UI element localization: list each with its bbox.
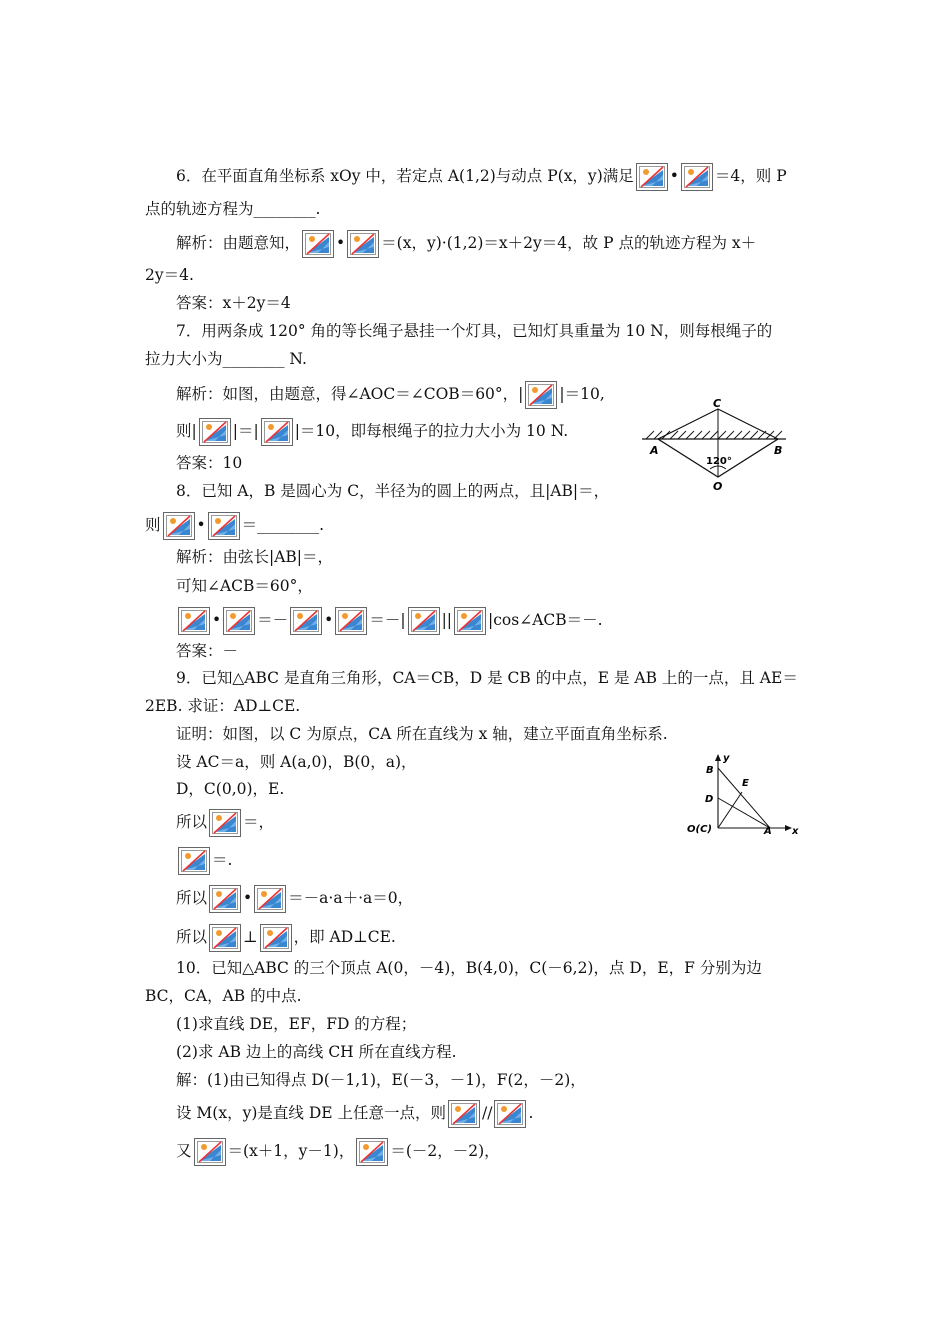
q7-figure-rope-diagram <box>640 392 790 492</box>
q7-solution-line2: 则| |＝| |＝10，即每根绳子的拉力大小为 10 N. <box>176 418 568 446</box>
broken-image-icon <box>209 885 241 913</box>
q7-solution-line1: 解析：如图，由题意，得∠AOC＝∠COB＝60°，| |＝10, <box>176 381 605 409</box>
broken-image-icon <box>454 607 486 635</box>
q10-line4: (2)求 AB 边上的高线 CH 所在直线方程. <box>176 1043 457 1061</box>
q9-proof-line7: 所以 ⊥ ，即 AD⊥CE. <box>176 924 396 952</box>
label-c: C <box>713 397 722 410</box>
broken-image-icon <box>178 607 210 635</box>
broken-image-icon <box>209 809 241 837</box>
broken-image-icon <box>356 1138 388 1166</box>
broken-image-icon <box>261 418 293 446</box>
q9-line1: 9．已知△ABC 是直角三角形，CA＝CB，D 是 CB 的中点，E 是 AB 上的一点，且 AE＝ <box>176 669 798 687</box>
q10-line1: 10．已知△ABC 的三个顶点 A(0，－4)，B(4,0)，C(－6,2)，点 D，E，F 分别为边 <box>176 959 762 977</box>
broken-image-icon <box>254 885 286 913</box>
q6-line2: 点的轨迹方程为________. <box>145 200 321 218</box>
q7-answer: 答案：10 <box>176 454 243 472</box>
label-b: B <box>774 444 783 457</box>
q9-figure-coordinate-diagram <box>684 752 808 842</box>
broken-image-icon <box>260 924 292 952</box>
q6-solution-line2: 2y＝4. <box>145 266 194 284</box>
q9-proof-line2: 设 AC＝a，则 A(a,0)，B(0，a)， <box>176 753 417 771</box>
broken-image-icon <box>302 230 334 258</box>
q8-line2: 则 • ＝________. <box>145 512 324 540</box>
q10-line5: 解：(1)由已知得点 D(－1,1)，E(－3，－1)，F(2，－2)， <box>176 1071 586 1089</box>
broken-image-icon <box>636 163 668 191</box>
broken-image-icon <box>223 607 255 635</box>
q10-line2: BC，CA，AB 的中点. <box>145 987 302 1005</box>
q8-line1: 8．已知 A，B 是圆心为 C，半径为的圆上的两点，且|AB|＝， <box>176 482 610 500</box>
label-d: D <box>705 794 714 805</box>
label-b: B <box>706 765 714 776</box>
q9-proof-line3: D，C(0,0)，E. <box>176 780 285 798</box>
q6-solution-line1: 解析：由题意知， • ＝(x，y)·(1,2)＝x＋2y＝4，故 P 点的轨迹方程为 x＋ <box>176 230 756 258</box>
q7-line1: 7．用两条成 120° 角的等长绳子悬挂一个灯具，已知灯具重量为 10 N，则每根绳子的 <box>176 322 773 340</box>
broken-image-icon <box>209 924 241 952</box>
q10-line6: 设 M(x，y)是直线 DE 上任意一点，则 // . <box>176 1100 533 1128</box>
q8-solution-line1: 解析：由弦长|AB|＝， <box>176 548 334 566</box>
label-y: y <box>723 753 730 764</box>
q10-line7: 又 ＝(x＋1，y－1)， ＝(－2，－2)， <box>176 1138 500 1166</box>
broken-image-icon <box>408 607 440 635</box>
q8-solution-line3: • ＝－ • ＝－| || |cos∠ACB＝－. <box>176 607 603 635</box>
label-a: A <box>764 826 772 837</box>
q9-proof-line1: 证明：如图，以 C 为原点，CA 所在直线为 x 轴，建立平面直角坐标系. <box>176 725 668 743</box>
label-o: O <box>713 480 723 492</box>
broken-image-icon <box>335 607 367 635</box>
q9-proof-line5: ＝. <box>176 847 232 875</box>
q9-proof-line6: 所以 • ＝－a·a＋·a＝0， <box>176 885 413 913</box>
label-e: E <box>742 778 749 789</box>
label-angle: 120° <box>706 456 732 467</box>
broken-image-icon <box>199 418 231 446</box>
broken-image-icon <box>290 607 322 635</box>
broken-image-icon <box>178 847 210 875</box>
q6-line1: 6．在平面直角坐标系 xOy 中，若定点 A(1,2)与动点 P(x，y)满足 • ＝4，则 P <box>176 163 787 191</box>
broken-image-icon <box>208 512 240 540</box>
label-x: x <box>792 826 799 837</box>
broken-image-icon <box>681 163 713 191</box>
broken-image-icon <box>525 381 557 409</box>
label-a: A <box>650 444 659 457</box>
q9-proof-line4: 所以 ＝， <box>176 809 274 837</box>
q9-line2: 2EB. 求证：AD⊥CE. <box>145 697 301 715</box>
q8-answer: 答案：－ <box>176 642 239 660</box>
broken-image-icon <box>163 512 195 540</box>
broken-image-icon <box>494 1100 526 1128</box>
label-origin: O(C) <box>687 824 712 835</box>
broken-image-icon <box>347 230 379 258</box>
q6-answer: 答案：x＋2y＝4 <box>176 294 291 312</box>
q10-line3: (1)求直线 DE，EF，FD 的方程； <box>176 1015 417 1033</box>
broken-image-icon <box>194 1138 226 1166</box>
broken-image-icon <box>448 1100 480 1128</box>
q7-line2: 拉力大小为________ N. <box>145 350 307 368</box>
q8-solution-line2: 可知∠ACB＝60°， <box>176 577 313 595</box>
